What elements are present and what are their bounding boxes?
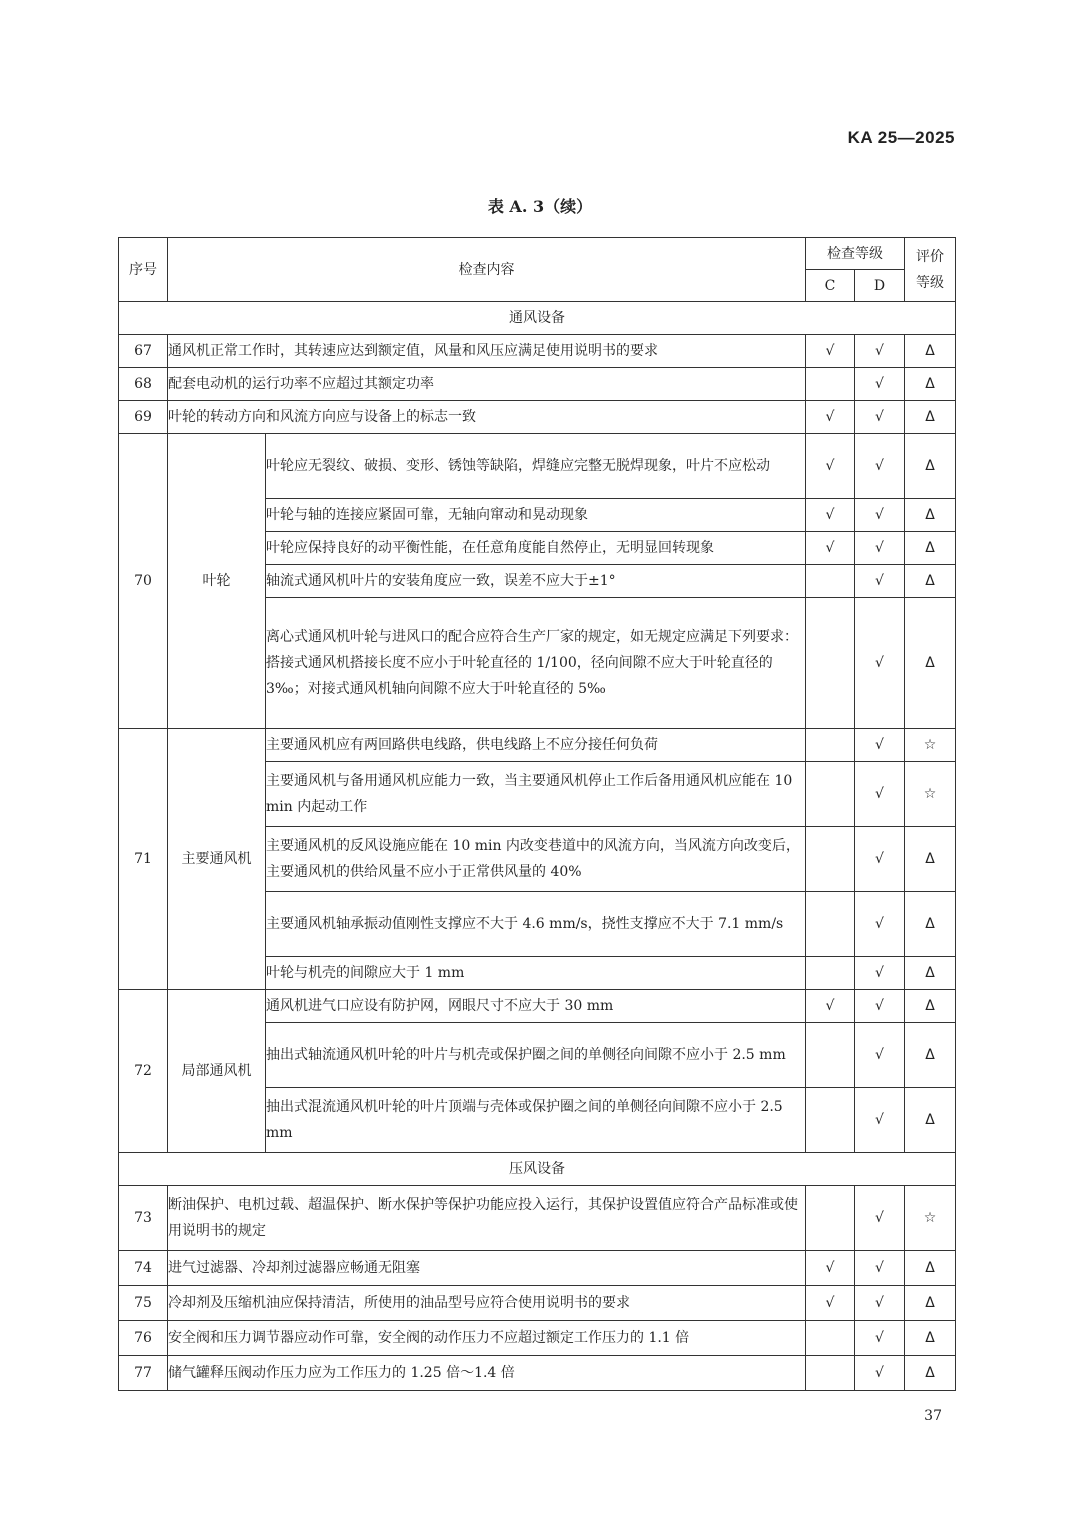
table-row bbox=[119, 434, 956, 499]
row-seq: 70 bbox=[119, 434, 168, 729]
mark-c bbox=[806, 957, 855, 990]
mark-d: √ bbox=[855, 1251, 905, 1286]
mark-eval: Δ bbox=[905, 434, 956, 499]
mark-c bbox=[806, 729, 855, 762]
mark-d: √ bbox=[855, 1286, 905, 1321]
section-ventilation: 通风设备 bbox=[119, 302, 956, 335]
row-seq: 73 bbox=[119, 1186, 168, 1251]
mark-d: √ bbox=[855, 401, 905, 434]
section-row bbox=[119, 302, 956, 335]
mark-c bbox=[806, 762, 855, 827]
mark-c: √ bbox=[806, 499, 855, 532]
row-content: 主要通风机与备用通风机应能力一致，当主要通风机停止工作后备用通风机应能在 10 min 内起动工作 bbox=[266, 762, 806, 827]
mark-eval: Δ bbox=[905, 335, 956, 368]
mark-eval: Δ bbox=[905, 1356, 956, 1391]
row-content: 叶轮应保持良好的动平衡性能，在任意角度能自然停止，无明显回转现象 bbox=[266, 532, 806, 565]
row-content: 叶轮与机壳的间隙应大于 1 mm bbox=[266, 957, 806, 990]
row-content: 储气罐释压阀动作压力应为工作压力的 1.25 倍～1.4 倍 bbox=[168, 1356, 806, 1391]
mark-eval: Δ bbox=[905, 598, 956, 729]
mark-c bbox=[806, 1356, 855, 1391]
mark-d: √ bbox=[855, 1186, 905, 1251]
page-number: 37 bbox=[924, 1408, 942, 1424]
table-row bbox=[119, 1186, 956, 1251]
mark-d: √ bbox=[855, 598, 905, 729]
mark-c: √ bbox=[806, 401, 855, 434]
row-content: 主要通风机的反风设施应能在 10 min 内改变巷道中的风流方向，当风流方向改变后，主要通风机的供给风量不应小于正常供风量的 40% bbox=[266, 827, 806, 892]
mark-c bbox=[806, 1321, 855, 1356]
mark-c bbox=[806, 1088, 855, 1153]
mark-c: √ bbox=[806, 335, 855, 368]
mark-d: √ bbox=[855, 957, 905, 990]
row-seq: 67 bbox=[119, 335, 168, 368]
header-d: D bbox=[855, 270, 905, 302]
header-eval-line2: 等级 bbox=[916, 274, 944, 291]
mark-d: √ bbox=[855, 1088, 905, 1153]
row-seq: 68 bbox=[119, 368, 168, 401]
mark-d: √ bbox=[855, 532, 905, 565]
mark-d: √ bbox=[855, 1321, 905, 1356]
header-check-level: 检查等级 bbox=[806, 238, 905, 270]
mark-d: √ bbox=[855, 1356, 905, 1391]
mark-d: √ bbox=[855, 729, 905, 762]
standard-code: KA 25—2025 bbox=[847, 128, 955, 147]
table-row bbox=[119, 990, 956, 1023]
row-seq: 76 bbox=[119, 1321, 168, 1356]
mark-d: √ bbox=[855, 368, 905, 401]
row-seq: 71 bbox=[119, 729, 168, 990]
mark-c bbox=[806, 1023, 855, 1088]
table-title: 表 A. 3（续） bbox=[487, 197, 593, 216]
row-content: 断油保护、电机过载、超温保护、断水保护等保护功能应投入运行，其保护设置值应符合产品标准或使用说明书的规定 bbox=[168, 1186, 806, 1251]
row-content: 通风机正常工作时，其转速应达到额定值，风量和风压应满足使用说明书的要求 bbox=[168, 335, 806, 368]
row-seq: 75 bbox=[119, 1286, 168, 1321]
mark-eval: Δ bbox=[905, 1321, 956, 1356]
table-row bbox=[119, 1251, 956, 1286]
table-row bbox=[119, 401, 956, 434]
row-content: 冷却剂及压缩机油应保持清洁，所使用的油品型号应符合使用说明书的要求 bbox=[168, 1286, 806, 1321]
mark-d: √ bbox=[855, 990, 905, 1023]
mark-d: √ bbox=[855, 1023, 905, 1088]
mark-eval: ☆ bbox=[905, 1186, 956, 1251]
row-group: 局部通风机 bbox=[168, 990, 266, 1153]
header-eval bbox=[905, 238, 956, 302]
mark-eval: ☆ bbox=[905, 729, 956, 762]
inspection-table bbox=[118, 237, 956, 1391]
row-content bbox=[266, 598, 806, 729]
mark-d: √ bbox=[855, 335, 905, 368]
row-content: 抽出式混流通风机叶轮的叶片顶端与壳体或保护圈之间的单侧径向间隙不应小于 2.5 mm bbox=[266, 1088, 806, 1153]
row-content-line1: 离心式通风机叶轮与进风口的配合应符合生产厂家的规定，如无规定应满足下列要求： bbox=[266, 629, 798, 645]
mark-eval: Δ bbox=[905, 957, 956, 990]
table-row bbox=[119, 368, 956, 401]
row-content: 抽出式轴流通风机叶轮的叶片与机壳或保护圈之间的单侧径向间隙不应小于 2.5 mm bbox=[266, 1023, 806, 1088]
table-row bbox=[119, 1321, 956, 1356]
mark-c bbox=[806, 892, 855, 957]
mark-c: √ bbox=[806, 434, 855, 499]
section-row bbox=[119, 1153, 956, 1186]
mark-eval: Δ bbox=[905, 401, 956, 434]
mark-eval: ☆ bbox=[905, 762, 956, 827]
table-row bbox=[119, 1356, 956, 1391]
header-eval-line1: 评价 bbox=[916, 248, 944, 265]
row-content: 安全阀和压力调节器应动作可靠，安全阀的动作压力不应超过额定工作压力的 1.1 倍 bbox=[168, 1321, 806, 1356]
mark-c: √ bbox=[806, 532, 855, 565]
mark-c bbox=[806, 827, 855, 892]
mark-c: √ bbox=[806, 1286, 855, 1321]
mark-c bbox=[806, 1186, 855, 1251]
table-row bbox=[119, 335, 956, 368]
header-seq: 序号 bbox=[119, 238, 168, 302]
row-content-line2: 搭接式通风机搭接长度不应小于叶轮直径的 1/100，径向间隙不应大于叶轮直径的 3‰；对接式通风机轴向间隙不应大于叶轮直径的 5‰ bbox=[266, 655, 773, 697]
mark-eval: Δ bbox=[905, 1251, 956, 1286]
mark-d: √ bbox=[855, 499, 905, 532]
mark-c: √ bbox=[806, 990, 855, 1023]
mark-c bbox=[806, 598, 855, 729]
row-content: 叶轮与轴的连接应紧固可靠，无轴向窜动和晃动现象 bbox=[266, 499, 806, 532]
section-compressor: 压风设备 bbox=[119, 1153, 956, 1186]
mark-c bbox=[806, 368, 855, 401]
mark-c bbox=[806, 565, 855, 598]
mark-eval: Δ bbox=[905, 532, 956, 565]
mark-eval: Δ bbox=[905, 990, 956, 1023]
header-row bbox=[119, 238, 956, 270]
mark-eval: Δ bbox=[905, 1088, 956, 1153]
row-seq: 69 bbox=[119, 401, 168, 434]
row-group: 主要通风机 bbox=[168, 729, 266, 990]
mark-eval: Δ bbox=[905, 827, 956, 892]
row-seq: 72 bbox=[119, 990, 168, 1153]
mark-d: √ bbox=[855, 762, 905, 827]
mark-d: √ bbox=[855, 892, 905, 957]
mark-eval: Δ bbox=[905, 565, 956, 598]
row-content: 主要通风机应有两回路供电线路，供电线路上不应分接任何负荷 bbox=[266, 729, 806, 762]
table-row bbox=[119, 729, 956, 762]
row-content: 叶轮的转动方向和风流方向应与设备上的标志一致 bbox=[168, 401, 806, 434]
mark-d: √ bbox=[855, 565, 905, 598]
row-seq: 74 bbox=[119, 1251, 168, 1286]
row-group: 叶轮 bbox=[168, 434, 266, 729]
mark-eval: Δ bbox=[905, 1286, 956, 1321]
mark-d: √ bbox=[855, 827, 905, 892]
row-content: 叶轮应无裂纹、破损、变形、锈蚀等缺陷，焊缝应完整无脱焊现象，叶片不应松动 bbox=[266, 434, 806, 499]
row-content: 进气过滤器、冷却剂过滤器应畅通无阻塞 bbox=[168, 1251, 806, 1286]
row-content: 轴流式通风机叶片的安装角度应一致，误差不应大于±1° bbox=[266, 565, 806, 598]
mark-d: √ bbox=[855, 434, 905, 499]
mark-eval: Δ bbox=[905, 368, 956, 401]
row-seq: 77 bbox=[119, 1356, 168, 1391]
header-c: C bbox=[806, 270, 855, 302]
row-content: 配套电动机的运行功率不应超过其额定功率 bbox=[168, 368, 806, 401]
row-content: 通风机进气口应设有防护网，网眼尺寸不应大于 30 mm bbox=[266, 990, 806, 1023]
mark-eval: Δ bbox=[905, 1023, 956, 1088]
row-content: 主要通风机轴承振动值刚性支撑应不大于 4.6 mm/s，挠性支撑应不大于 7.1 mm/s bbox=[266, 892, 806, 957]
table-row bbox=[119, 1286, 956, 1321]
mark-eval: Δ bbox=[905, 499, 956, 532]
mark-c: √ bbox=[806, 1251, 855, 1286]
mark-eval: Δ bbox=[905, 892, 956, 957]
header-content: 检查内容 bbox=[168, 238, 806, 302]
